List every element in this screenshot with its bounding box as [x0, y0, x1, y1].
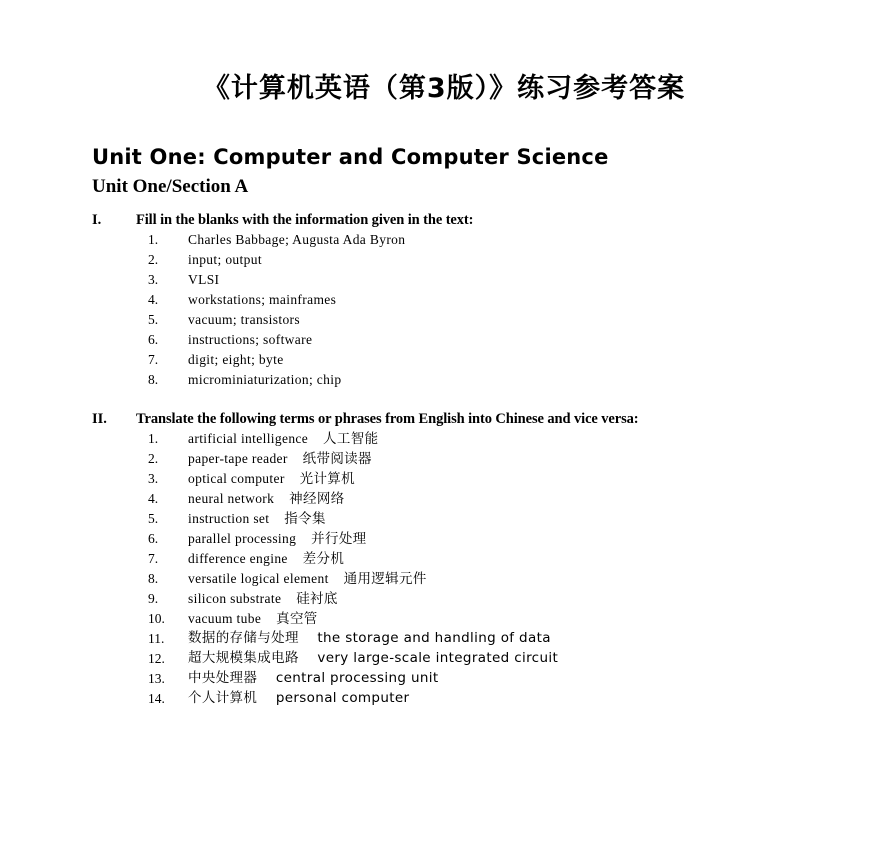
item-index: 7. [148, 352, 159, 367]
answer-list [0, 432, 870, 706]
list-item [0, 373, 870, 387]
section-heading: Unit One/Section A [92, 176, 249, 197]
item-text: 超大规模集成电路 very large-scale integrated circuit [188, 649, 559, 666]
item-index: 1. [148, 430, 159, 446]
list-item [0, 233, 870, 247]
item-text: artificial intelligence 人工智能 [188, 430, 379, 446]
item-text: silicon substrate 硅衬底 [188, 590, 338, 606]
item-text: neural network 神经网络 [188, 490, 345, 506]
item-index: 11. [148, 630, 165, 646]
item-text: vacuum tube 真空管 [188, 610, 318, 626]
item-index: 7. [148, 550, 159, 566]
item-text: digit; eight; byte [188, 352, 284, 367]
exercise-block-2 [0, 411, 870, 706]
item-text: 个人计算机 personal computer [188, 689, 410, 706]
list-item [0, 273, 870, 287]
page-title: 《计算机英语（第3版）》练习参考答案 [202, 73, 686, 104]
list-item [0, 532, 870, 546]
item-index: 3. [148, 272, 159, 287]
item-text: parallel processing 并行处理 [188, 530, 367, 546]
item-text: 数据的存储与处理 the storage and handling of data [188, 629, 551, 646]
item-text: paper-tape reader 纸带阅读器 [188, 450, 372, 466]
item-index: 4. [148, 292, 159, 307]
item-index: 8. [148, 570, 159, 586]
item-index: 2. [148, 252, 159, 267]
list-item [0, 492, 870, 506]
item-index: 10. [148, 610, 165, 626]
item-index: 4. [148, 490, 159, 506]
item-index: 6. [148, 332, 159, 347]
exercise-title: Fill in the blanks with the information given in the text: [136, 212, 474, 228]
item-index: 3. [148, 470, 159, 486]
exercise-number: II. [92, 410, 107, 427]
item-text: vacuum; transistors [188, 312, 301, 327]
exercise-heading [0, 411, 870, 428]
exercise-block-1 [0, 212, 870, 387]
list-item [0, 512, 870, 526]
item-text: instruction set 指令集 [188, 510, 326, 526]
item-text: instructions; software [188, 332, 313, 347]
answer-list [0, 233, 870, 387]
item-text: Charles Babbage; Augusta Ada Byron [188, 232, 406, 247]
list-item [0, 572, 870, 586]
unit-heading: Unit One: Computer and Computer Science [92, 145, 609, 169]
list-item [0, 313, 870, 327]
item-index: 1. [148, 232, 159, 247]
list-item [0, 649, 870, 666]
item-index: 2. [148, 450, 159, 466]
item-index: 5. [148, 312, 159, 327]
list-item [0, 293, 870, 307]
list-item [0, 592, 870, 606]
item-index: 6. [148, 530, 159, 546]
list-item [0, 452, 870, 466]
item-text: input; output [188, 252, 262, 267]
item-text: versatile logical element 通用逻辑元件 [188, 570, 427, 586]
list-item [0, 669, 870, 686]
list-item [0, 253, 870, 267]
item-text: 中央处理器 central processing unit [188, 669, 439, 686]
list-item [0, 333, 870, 347]
item-text: difference engine 差分机 [188, 550, 345, 566]
item-text: workstations; mainframes [188, 292, 337, 307]
list-item [0, 432, 870, 446]
item-text: optical computer 光计算机 [188, 470, 355, 486]
item-index: 8. [148, 372, 159, 387]
item-index: 9. [148, 590, 159, 606]
list-item [0, 689, 870, 706]
list-item [0, 629, 870, 646]
list-item [0, 353, 870, 367]
list-item [0, 552, 870, 566]
list-item [0, 612, 870, 626]
item-text: VLSI [188, 272, 220, 287]
exercise-title: Translate the following terms or phrases from English into Chinese and vice versa: [136, 410, 639, 427]
list-item [0, 472, 870, 486]
item-index: 13. [148, 670, 165, 686]
item-index: 5. [148, 510, 159, 526]
exercise-number: I. [92, 212, 102, 228]
item-text: microminiaturization; chip [188, 372, 342, 387]
item-index: 14. [148, 690, 165, 706]
exercise-heading [0, 212, 870, 229]
item-index: 12. [148, 650, 165, 666]
